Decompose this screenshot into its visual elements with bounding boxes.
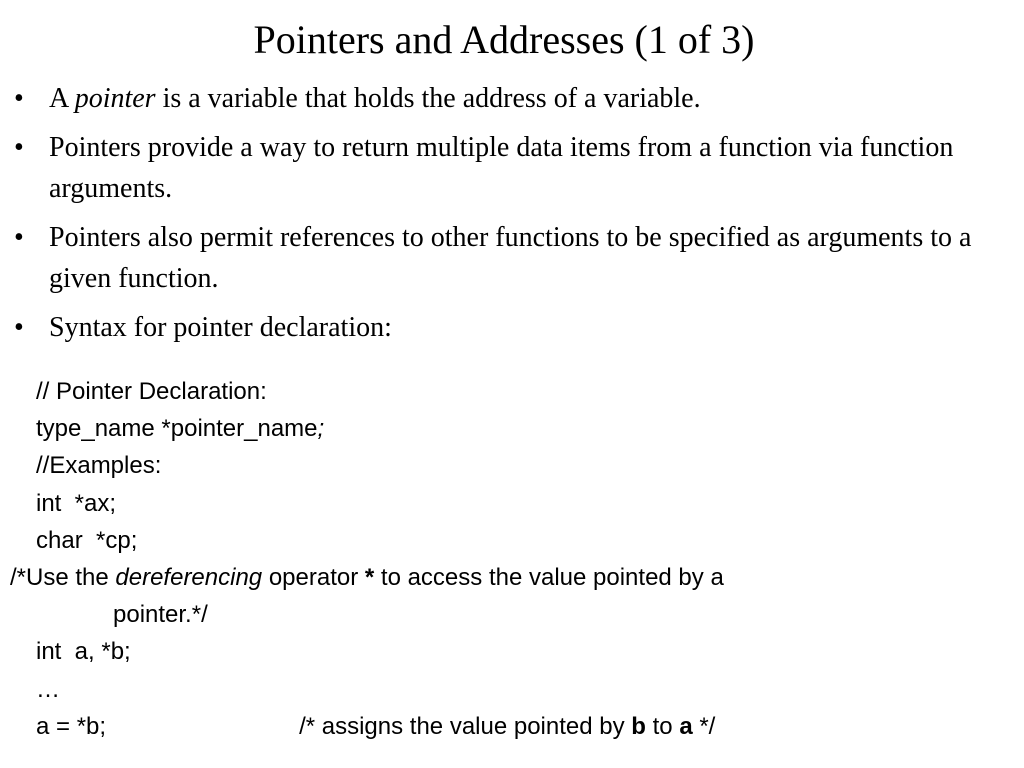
variable-b: b: [631, 712, 646, 740]
bullet-syntax: [0, 307, 1010, 348]
bullet-marker: •: [14, 83, 24, 114]
variable-a: a: [679, 712, 693, 740]
code-statement: int *ax;: [36, 489, 117, 517]
code-line: [0, 671, 1010, 708]
code-line: [0, 633, 1010, 670]
code-comment: to: [645, 712, 680, 740]
code-line: [0, 596, 1010, 633]
code-declaration: type_name *pointer_name: [36, 415, 318, 443]
bullet-text: A: [49, 83, 75, 114]
code-line: [0, 559, 1010, 596]
asterisk-operator: *: [364, 563, 375, 591]
bullet-text: Pointers also permit references to other functions to be specified as arguments to a given function.: [49, 222, 972, 294]
bullet-text: Syntax for pointer declaration:: [49, 312, 392, 343]
slide-title: Pointers and Addresses (1 of 3): [253, 17, 755, 62]
code-comment: /*Use the: [10, 563, 116, 591]
code-statement: int a, *b;: [36, 638, 131, 666]
code-ellipsis: …: [36, 675, 60, 703]
pointer-term: pointer: [74, 83, 156, 114]
code-line: [0, 522, 1010, 559]
code-semicolon: ;: [317, 415, 325, 443]
bullet-list: [0, 78, 1010, 356]
code-statement: a = *b;: [36, 712, 107, 740]
code-line: [0, 447, 1010, 484]
code-comment: /* assigns the value pointed by: [299, 712, 632, 740]
code-line: [0, 708, 1010, 745]
bullet-marker: •: [14, 222, 24, 253]
bullet-text: Pointers provide a way to return multiple data items from a function via function arguments.: [49, 132, 954, 204]
code-comment: //Examples:: [36, 452, 162, 480]
code-comment: operator: [262, 563, 365, 591]
bullet-marker: •: [14, 312, 24, 343]
code-statement: char *cp;: [36, 526, 138, 554]
code-comment: to access the value pointed by a: [374, 563, 724, 591]
bullet-multiple-returns: [0, 127, 1010, 209]
code-comment: */: [692, 712, 716, 740]
code-comment: pointer.*/: [113, 601, 208, 629]
code-line: [0, 410, 1010, 447]
bullet-marker: •: [14, 132, 24, 163]
code-block: [0, 373, 1010, 745]
bullet-function-references: [0, 217, 1010, 299]
code-comment: // Pointer Declaration:: [36, 378, 267, 405]
code-line: [0, 373, 1010, 410]
code-line: [0, 485, 1010, 522]
bullet-pointer-definition: [0, 78, 1010, 119]
dereferencing-term: dereferencing: [115, 563, 263, 591]
bullet-text: is a variable that holds the address of a variable.: [155, 83, 701, 114]
